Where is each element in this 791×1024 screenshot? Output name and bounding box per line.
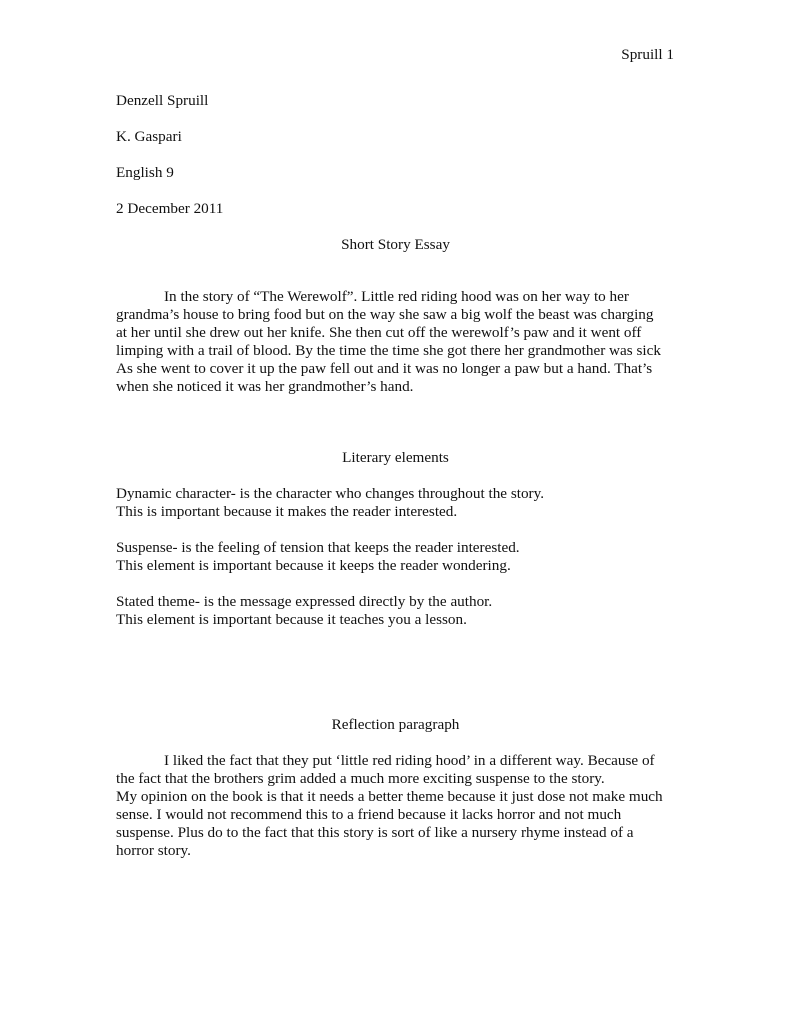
paragraph-line: suspense. Plus do to the fact that this story is sort of like a nursery rhyme instead of a: [116, 824, 634, 841]
reflection-heading: Reflection paragraph: [331, 716, 460, 733]
literary-item-dynamic-character: [116, 485, 696, 521]
author-name: Denzell Spruill: [116, 92, 209, 109]
element-importance: This is important because it makes the reader interested.: [116, 503, 458, 520]
reflection-paragraph: [116, 752, 696, 860]
element-definition: Suspense- is the feeling of tension that keeps the reader interested.: [116, 539, 520, 556]
essay-date: 2 December 2011: [116, 200, 224, 217]
paragraph-line: horror story.: [116, 842, 191, 859]
paragraph-line: As she went to cover it up the paw fell out and it was no longer a paw but a hand. That’s: [116, 360, 653, 377]
summary-paragraph: [116, 288, 696, 396]
element-definition: Dynamic character- is the character who changes throughout the story.: [116, 485, 545, 502]
paragraph-line: sense. I would not recommend this to a friend because it lacks horror and not much: [116, 806, 622, 823]
literary-elements-heading: Literary elements: [342, 449, 449, 466]
paragraph-line: In the story of “The Werewolf”. Little red riding hood was on her way to her: [164, 288, 629, 305]
paragraph-line: limping with a trail of blood. By the time the time she got there her grandmother was sick: [116, 342, 661, 359]
element-definition: Stated theme- is the message expressed directly by the author.: [116, 593, 493, 610]
course-name: English 9: [116, 164, 174, 181]
element-importance: This element is important because it teaches you a lesson.: [116, 611, 467, 628]
teacher-name: K. Gaspari: [116, 128, 182, 145]
paragraph-line: My opinion on the book is that it needs a better theme because it just dose not make much: [116, 788, 663, 805]
literary-item-suspense: [116, 539, 696, 575]
essay-title: Short Story Essay: [341, 236, 450, 253]
page-header: Spruill 1: [621, 46, 674, 63]
literary-item-stated-theme: [116, 593, 696, 629]
element-importance: This element is important because it keeps the reader wondering.: [116, 557, 511, 574]
paragraph-line: when she noticed it was her grandmother’s hand.: [116, 378, 414, 395]
paragraph-line: at her until she drew out her knife. She then cut off the werewolf’s paw and it went off: [116, 324, 642, 341]
paragraph-line: the fact that the brothers grim added a much more exciting suspense to the story.: [116, 770, 605, 787]
paragraph-line: grandma’s house to bring food but on the way she saw a big wolf the beast was charging: [116, 306, 654, 323]
paragraph-line: I liked the fact that they put ‘little red riding hood’ in a different way. Because of: [164, 752, 655, 769]
